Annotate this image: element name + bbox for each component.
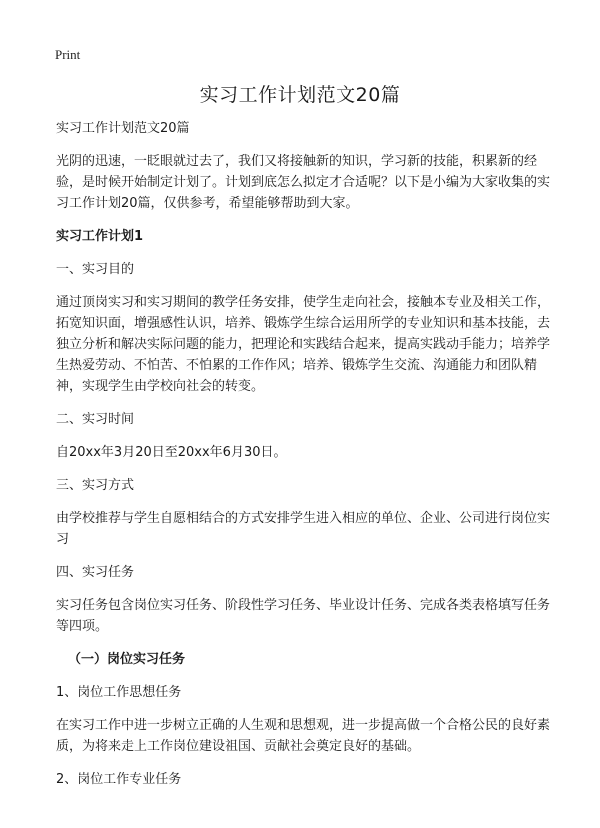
section-body-purpose: 通过顶岗实习和实习期间的教学任务安排，使学生走向社会，接触本专业及相关工作，拓宽知识面，增强感性认识，培养、锻炼学生综合运用所学的专业知识和基本技能，去独立分析和解决实际问题的能力，把理论和实践结合起来，提高实践动手能力；培养学生热爱劳动、不怕苦、不怕累的工作作风；培养、锻炼学生交流、沟通能力和团队精神，实现学生由学校向社会的转变。 xyxy=(56,295,551,394)
section-heading-purpose: 一、实习目的 xyxy=(56,262,135,277)
intro-paragraph: 光阴的迅速，一眨眼就过去了，我们又将接触新的知识，学习新的技能，积累新的经验，是时候开始制定计划了。计划到底怎么拟定才合适呢？以下是小编为大家收集的实习工作计划20篇，仅供参考，希望能够帮助到大家。 xyxy=(56,154,551,211)
section-heading-time: 二、实习时间 xyxy=(56,412,135,427)
document-subtitle: 实习工作计划范文20篇 xyxy=(56,121,190,136)
subsection-heading: （一）岗位实习任务 xyxy=(68,652,186,667)
section-heading-method: 三、实习方式 xyxy=(56,478,135,493)
section-body-tasks: 实习任务包含岗位实习任务、阶段性学习任务、毕业设计任务、完成各类表格填写任务等四项。 xyxy=(56,598,551,634)
item-heading-1: 1、岗位工作思想任务 xyxy=(56,685,182,700)
item-heading-2: 2、岗位工作专业任务 xyxy=(56,772,182,787)
page-title: 实习工作计划范文20篇 xyxy=(199,84,401,106)
plan-heading: 实习工作计划1 xyxy=(56,229,144,244)
section-body-method: 由学校推荐与学生自愿相结合的方式安排学生进入相应的单位、企业、公司进行岗位实习 xyxy=(56,511,551,547)
document-body xyxy=(56,118,553,802)
section-heading-tasks: 四、实习任务 xyxy=(56,565,135,580)
print-link[interactable]: Print xyxy=(55,47,81,62)
item-body-1: 在实习工作中进一步树立正确的人生观和思想观，进一步提高做一个合格公民的良好素质，为将来走上工作岗位建设祖国、贡献社会奠定良好的基础。 xyxy=(56,718,551,754)
section-body-time: 自20xx年3月20日至20xx年6月30日。 xyxy=(56,445,287,460)
